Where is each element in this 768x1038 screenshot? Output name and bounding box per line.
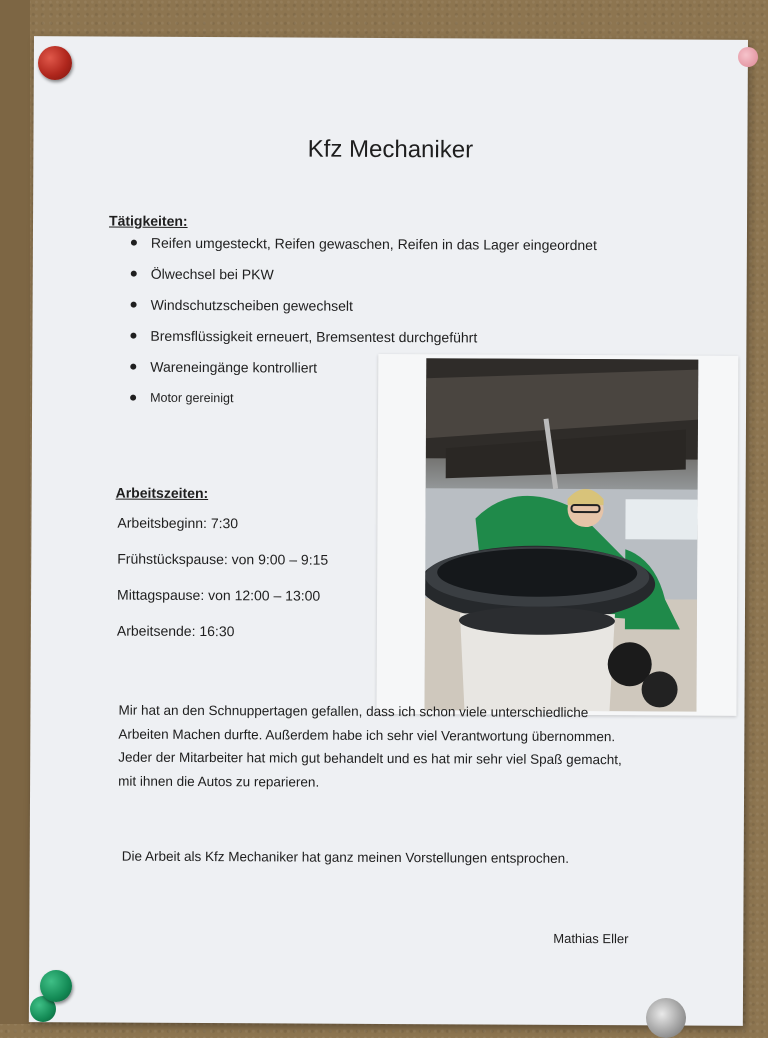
list-item: Motor gereinigt xyxy=(128,388,596,421)
photo-print xyxy=(376,354,738,716)
push-pin-silver-icon xyxy=(646,998,686,1038)
push-pin-pink-icon xyxy=(738,47,758,67)
push-pin-red-icon xyxy=(38,46,72,80)
hours-item: Mittagspause: von 12:00 – 13:00 xyxy=(117,586,321,604)
paragraph-line: Mir hat an den Schnuppertagen gefallen, dass ich schon viele unterschiedliche xyxy=(118,702,589,721)
experience-paragraph xyxy=(118,699,678,796)
list-item: Windschutzscheiben gewechselt xyxy=(128,295,596,328)
paragraph-line: Jeder der Mitarbeiter hat mich gut behandelt und es hat mir sehr viel Spaß gemacht, xyxy=(118,749,622,768)
list-item: Wareneingänge kontrolliert xyxy=(128,357,596,390)
hours-heading: Arbeitszeiten: xyxy=(115,484,209,502)
hours-list xyxy=(117,515,329,660)
hours-item: Arbeitsende: 16:30 xyxy=(116,622,235,640)
poster-sheet xyxy=(29,36,748,1026)
workshop-photo xyxy=(424,358,698,711)
corkboard-edge xyxy=(0,0,30,1024)
paragraph-line: mit ihnen die Autos zu reparieren. xyxy=(118,773,320,790)
list-item: Bremsflüssigkeit erneuert, Bremsentest durchgeführt xyxy=(128,326,596,359)
paragraph-line: Arbeiten Machen durfte. Außerdem habe ich sehr viel Verantwortung übernommen. xyxy=(118,726,616,744)
hours-item: Arbeitsbeginn: 7:30 xyxy=(117,514,239,532)
poster-title: Kfz Mechaniker xyxy=(307,135,474,164)
signature: Mathias Eller xyxy=(553,930,629,947)
hours-item: Frühstückspause: von 9:00 – 9:15 xyxy=(117,550,329,568)
list-item: Reifen umgesteckt, Reifen gewaschen, Reifen in das Lager eingeordnet xyxy=(129,233,597,266)
photo-illustration xyxy=(424,358,698,711)
push-pin-green-icon xyxy=(40,970,72,1002)
conclusion-text: Die Arbeit als Kfz Mechaniker hat ganz meinen Vorstellungen entsprochen. xyxy=(121,848,570,866)
list-item: Ölwechsel bei PKW xyxy=(129,264,597,297)
tasks-heading: Tätigkeiten: xyxy=(108,212,188,229)
